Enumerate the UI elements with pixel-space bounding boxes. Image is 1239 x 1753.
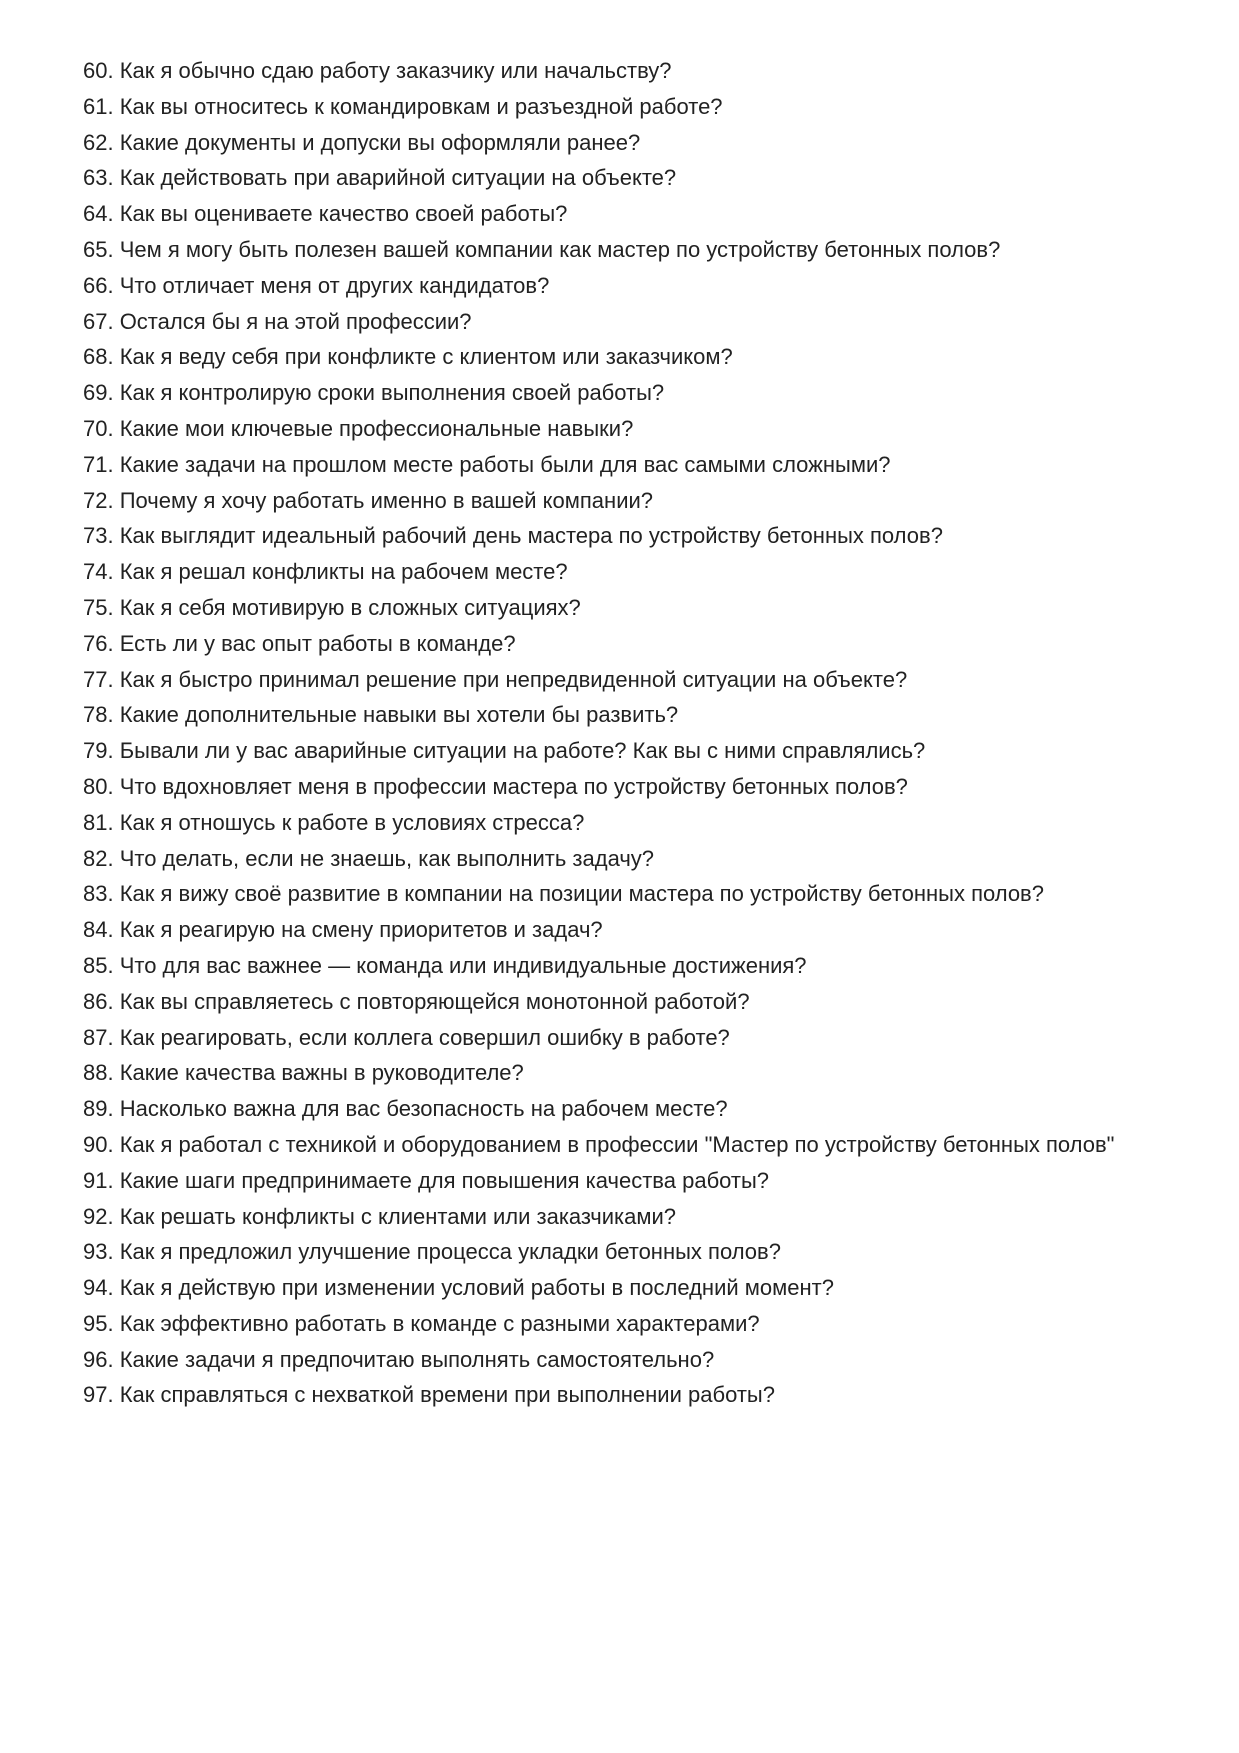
question-item: 65. Чем я могу быть полезен вашей компании как мастер по устройству бетонных полов?	[83, 236, 1001, 262]
question-item: 64. Как вы оцениваете качество своей работы?	[83, 201, 568, 227]
question-item: 88. Какие качества важны в руководителе?	[83, 1060, 524, 1086]
question-item: 70. Какие мои ключевые профессиональные навыки?	[83, 415, 634, 441]
question-item: 66. Что отличает меня от других кандидатов?	[83, 272, 550, 298]
question-item: 91. Какие шаги предпринимаете для повышения качества работы?	[83, 1167, 770, 1193]
question-item: 69. Как я контролирую сроки выполнения своей работы?	[83, 380, 665, 406]
question-item: 84. Как я реагирую на смену приоритетов и задач?	[83, 917, 603, 943]
question-item: 77. Как я быстро принимал решение при непредвиденной ситуации на объекте?	[83, 666, 908, 692]
question-item: 67. Остался бы я на этой профессии?	[83, 308, 472, 334]
question-item: 74. Как я решал конфликты на рабочем месте?	[83, 559, 568, 585]
question-item: 83. Как я вижу своё развитие в компании на позиции мастера по устройству бетонных полов?	[83, 881, 1044, 907]
question-item: 92. Как решать конфликты с клиентами или заказчиками?	[83, 1203, 677, 1229]
question-item: 86. Как вы справляетесь с повторяющейся монотонной работой?	[83, 988, 750, 1014]
question-item: 75. Как я себя мотивирую в сложных ситуациях?	[83, 594, 581, 620]
question-item: 68. Как я веду себя при конфликте с клиентом или заказчиком?	[83, 344, 733, 370]
question-item: 85. Что для вас важнее — команда или индивидуальные достижения?	[83, 952, 807, 978]
question-item: 87. Как реагировать, если коллега совершил ошибку в работе?	[83, 1024, 730, 1050]
question-item: 89. Насколько важна для вас безопасность на рабочем месте?	[83, 1096, 728, 1122]
question-item: 95. Как эффективно работать в команде с разными характерами?	[83, 1310, 760, 1336]
question-item: 73. Как выглядит идеальный рабочий день мастера по устройству бетонных полов?	[83, 523, 943, 549]
question-item: 71. Какие задачи на прошлом месте работы были для вас самыми сложными?	[83, 451, 891, 477]
question-item: 82. Что делать, если не знаешь, как выполнить задачу?	[83, 845, 655, 871]
question-item: 93. Как я предложил улучшение процесса укладки бетонных полов?	[83, 1239, 781, 1265]
question-item: 81. Как я отношусь к работе в условиях стресса?	[83, 809, 585, 835]
question-item: 60. Как я обычно сдаю работу заказчику или начальству?	[83, 58, 672, 83]
question-item: 62. Какие документы и допуски вы оформляли ранее?	[83, 129, 641, 155]
question-item: 72. Почему я хочу работать именно в вашей компании?	[83, 487, 654, 513]
question-item: 78. Какие дополнительные навыки вы хотели бы развить?	[83, 702, 679, 728]
question-item: 96. Какие задачи я предпочитаю выполнять самостоятельно?	[83, 1346, 715, 1372]
question-item: 76. Есть ли у вас опыт работы в команде?	[83, 630, 516, 656]
question-item: 90. Как я работал с техникой и оборудованием в профессии "Мастер по устройству бетонных полов"	[83, 1131, 1115, 1157]
question-item: 94. Как я действую при изменении условий работы в последний момент?	[83, 1275, 834, 1301]
question-item: 63. Как действовать при аварийной ситуации на объекте?	[83, 165, 677, 191]
question-item: 79. Бывали ли у вас аварийные ситуации на работе? Как вы с ними справлялись?	[83, 738, 926, 764]
question-item: 97. Как справляться с нехваткой времени при выполнении работы?	[83, 1382, 775, 1408]
question-list	[83, 53, 1163, 1413]
question-item: 80. Что вдохновляет меня в профессии мастера по устройству бетонных полов?	[83, 773, 908, 799]
question-item: 61. Как вы относитесь к командировкам и разъездной работе?	[83, 93, 723, 119]
